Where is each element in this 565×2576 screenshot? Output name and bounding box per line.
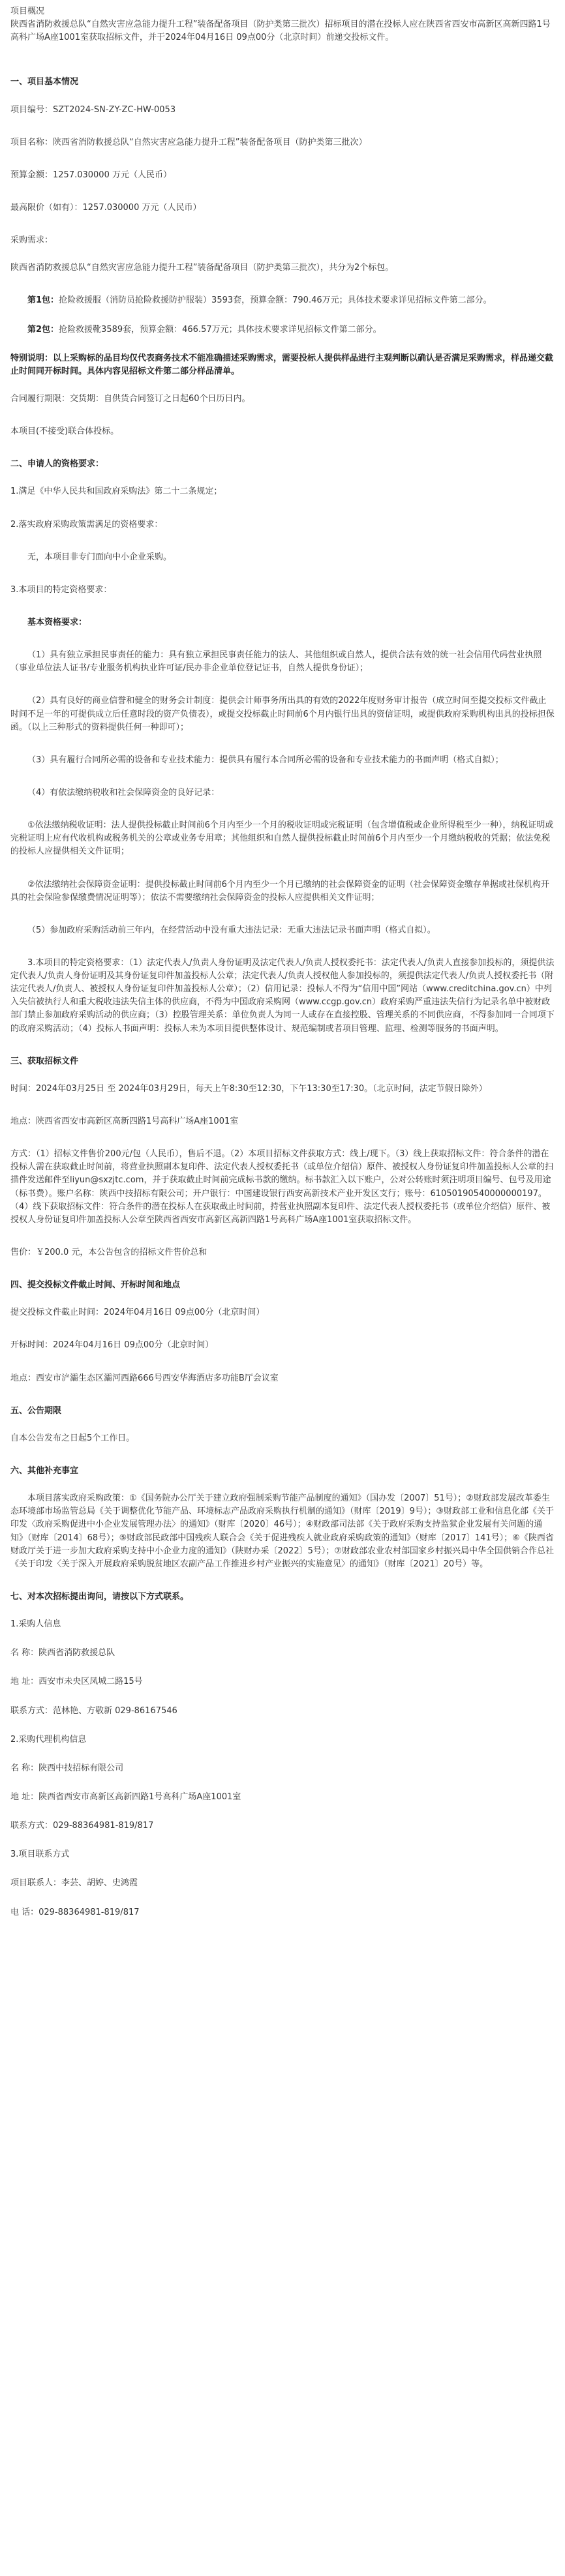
- section-4-title: 四、提交投标文件截止时间、开标时间和地点: [10, 1280, 181, 1291]
- section-6-title: 六、其他补充事宜: [10, 1466, 79, 1476]
- requirement-item-3: （3）具有履行合同所必需的设备和专业技术能力：提供具有履行本合同所必需的设备和专业技术能力的书面声明（格式自拟）；: [27, 755, 504, 765]
- lot-1-text: 抢险救援服（消防员抢险救援防护服装）3593套，预算金额：790.46万元；具体技术要求详见招标文件第二部分。: [59, 295, 492, 306]
- qualification-2-detail: 无，本项目非专门面向中小企业采购。: [27, 552, 172, 562]
- announcement-period: 自本公告发布之日起5个工作日。: [10, 1433, 135, 1443]
- section-2-title: 二、申请人的资格要求：: [10, 459, 104, 470]
- special-notice: 特别说明：以上采购标的品目均仅代表商务技术不能准确描述采购需求，需要投标人提供样品进行主观判断以确认是否满足采购需求，样品递交截止时间同开标时间。具体内容见招标文件第二部分样品清单。: [10, 353, 554, 376]
- obtain-place: 地点：陕西省西安市高新区高新四路1号高科广场A座1001室: [10, 1116, 239, 1127]
- purchaser-address: 地 址：西安市未央区凤城二路15号: [10, 1677, 143, 1687]
- qualification-3: 3.本项目的特定资格要求：: [10, 584, 112, 595]
- requirement-item-4: （4）有依法缴纳税收和社会保障资金的良好记录：: [27, 787, 220, 798]
- special-requirements: 3.本项目的特定资格要求：（1）法定代表人/负责人身份证明及法定代表人/负责人授权委托书：法定代表人/负责人直接参加投标的，须提供法定代表人/负责人身份证明及其身份证复印件加盖投标人公章；法定代表人/负责人授权他人参加投标的，须提供法定代表人/负责人授权委托书（附法定代表人/负责人、被授权人身份证复印件加盖投标人公章）；（2）信用记录：投标人不得为“信用中国”网站（www.creditchina.gov.cn）中列入失信被执行人和重大税收违法失信主体的供应商，不得为中国政府采购网（www.ccgp.gov.cn）政府采购严重违法失信行为记录名单中被财政部门禁止参加政府采购活动的供应商；（3）控股管理关系：单位负责人为同一人或存在直接控股、管理关系的不同供应商，不得参加同一合同项下的政府采购活动；（4）投标人书面声明：投标人未为本项目提供整体设计、规范编制或者项目管理、监理、检测等服务的书面声明。: [10, 957, 555, 1034]
- policy-notes: 本项目落实政府采购政策：①《国务院办公厅关于建立政府强制采购节能产品制度的通知》（国办发〔2007〕51号）；②财政部发展改革委生态环境部市场监管总局《关于调整优化节能产品、环境标志产品政府采购执行机制的通知》（财库〔2019〕9号）；③财政部工业和信息化部《关于印发〈政府采购促进中小企业发展管理办法〉的通知》（财库〔2020〕46号）；④财政部司法部《关于政府采购支持监狱企业发展有关问题的通知》（财库〔2014〕68号）；⑤财政部民政部中国残疾人联合会《关于促进残疾人就业政府采购政策的通知》（财库〔2017〕141号）；⑥《陕西省财政厅关于进一步加大政府采购支持中小企业力度的通知》（陕财办采〔2022〕5号）；⑦财政部农业农村部国家乡村振兴局中华全国供销合作总社《关于印发〈关于深入开展政府采购脱贫地区农副产品工作推进乡村产业振兴的实施意见〉的通知》（财库〔2021〕20号）等。: [10, 1493, 555, 1569]
- agency-info-title: 2.采购代理机构信息: [10, 1734, 87, 1745]
- qualification-1: 1.满足《中华人民共和国政府采购法》第二十二条规定；: [10, 487, 222, 497]
- tax-proof: ①依法缴纳税收证明：法人提供投标截止时间前6个月内至少一个月的税收证明或完税证明（包含增值税或企业所得税至少一种），纳税证明或完税证明上应有代收机构或税务机关的公章或业务专用章；其他组织和自然人提供投标截止时间前6个月内至少一个月缴纳税收的凭据；依法免税的投标人应提供相关文件证明；: [10, 820, 554, 857]
- project-name: 项目名称：陕西省消防救援总队“自然灾害应急能力提升工程”装备配备项目（防护类第三批次）: [10, 137, 367, 147]
- lot-1: [10, 294, 555, 307]
- section-7-title: 七、对本次招标提出询问，请按以下方式联系。: [10, 1592, 189, 1602]
- lot-1-tag: 第1包：: [27, 295, 59, 306]
- agency-address: 地 址：陕西省西安市高新区高新四路1号高科广场A座1001室: [10, 1791, 241, 1802]
- requirement-item-1: （1）具有独立承担民事责任的能力：具有独立承担民事责任能力的法人、其他组织或自然人，提供合法有效的统一社会信用代码营业执照（事业单位法人证书/专业服务机构执业许可证/民办非企业单位登记证书，自然人提供身份证）；: [10, 650, 542, 674]
- purchaser-contact: 联系方式：范林艳、方敬新 029-86167546: [10, 1705, 177, 1716]
- section-1-title: 一、项目基本情况: [10, 77, 79, 87]
- consortium-note: 本项目(不接受)联合体投标。: [10, 427, 119, 437]
- lot-2: [10, 323, 555, 337]
- requirement-item-2: （2）具有良好的商业信誉和健全的财务会计制度：提供会计师事务所出具的有效的2022年度财务审计报告（成立时间至提交投标文件截止时间不足一年的可提供成立后任意时段的资产负债表），或提交投标截止时间前6个月内银行出具的资信证明，或提供政府采购机构出具的投标担保函。（以上三种形式的资料提供任何一种即可）；: [10, 696, 555, 732]
- agency-name: 名 称：陕西中技招标有限公司: [10, 1763, 124, 1773]
- requirement-item-5: （5）参加政府采购活动前三年内，在经营活动中没有重大违法记录：无重大违法记录书面声明（格式自拟）。: [27, 925, 436, 935]
- obtain-method: 方式：（1）招标文件售价200元/包（人民币），售后不退。（2）本项目招标文件获取方式：线上/现下。（3）线上获取招标文件：符合条件的潜在投标人需在获取截止时间前，将营业执照副本复印件、法定代表人授权委托书（或单位介绍信）原件、被授权人身份证复印件加盖投标人公章的扫描件发送邮件至liyun@sxzjtc.com，并于获取截止时间前完成标书款的缴纳。标书款汇入以下账户，公对公转账时须注明项目编号、包号及用途（标书费）。账户名称：陕西中技招标有限公司；开户银行：中国建设银行西安高新技术产业开发区支行；账号：61050190540000000197。（4）线下获取招标文件：符合条件的潜在投标人在获取截止时间前，持营业执照副本复印件、法定代表人授权委托书（或单位介绍信）原件、被授权人身份证复印件加盖投标人公章至陕西省西安市高新区高新四路1号高科广场A座1001室获取招标文件。: [10, 1149, 554, 1225]
- overview-label: 项目概况: [10, 7, 45, 16]
- qualification-2: 2.落实政府采购政策需满足的资格要求：: [10, 519, 163, 530]
- lot-2-tag: 第2包：: [27, 324, 59, 335]
- insurance-proof: ②依法缴纳社会保障资金证明：提供投标截止时间前6个月内至少一个月已缴纳的社会保障资金的证明（社会保障资金缴存单据或社保机构开具的社会保险参保缴费情况证明等）；依法不需要缴纳社会保障资金的投标人应提供相关文件证明；: [10, 879, 549, 903]
- purchaser-name: 名 称：陕西省消防救援总队: [10, 1648, 115, 1658]
- agency-contact: 联系方式：029-88364981-819/817: [10, 1821, 154, 1831]
- purchaser-info-title: 1.采购人信息: [10, 1619, 61, 1630]
- contract-term: 合同履行期限：交货期：自供货合同签订之日起60个日历日内。: [10, 393, 251, 404]
- overview-text: 陕西省消防救援总队“自然灾害应急能力提升工程”装备配备项目（防护类第三批次）招标项目的潜在投标人应在陕西省西安市高新区高新四路1号高科广场A座1001室获取招标文件，并于2024年04月16日 09点00分（北京时间）前递交投标文件。: [10, 20, 551, 43]
- section-5-title: 五、公告期限: [10, 1405, 62, 1416]
- project-contact-title: 3.项目联系方式: [10, 1850, 70, 1860]
- opening-place: 地点：西安市浐灞生态区灞河西路666号西安华海酒店多功能B厅会议室: [10, 1373, 279, 1383]
- project-phone: 电 话：029-88364981-819/817: [10, 1907, 140, 1917]
- lot-2-text: 抢险救援靴3589套，预算金额：466.57万元；具体技术要求详见招标文件第二部分。: [59, 324, 382, 335]
- basic-requirements-label: 基本资格要求：: [27, 617, 87, 627]
- requirement-text: 陕西省消防救援总队“自然灾害应急能力提升工程”装备配备项目（防护类第三批次），共分为2个标包。: [10, 263, 394, 273]
- document-price: 售价：￥200.0 元，本公告包含的招标文件售价总和: [10, 1248, 207, 1258]
- requirement-label: 采购需求：: [10, 235, 53, 246]
- opening-time: 开标时间：2024年04月16日 09点00分（北京时间）: [10, 1340, 214, 1351]
- section-3-title: 三、获取招标文件: [10, 1056, 79, 1066]
- obtain-time: 时间：2024年03月25日 至 2024年03月29日，每天上午8:30至12:30，下午13:30至17:30。（北京时间，法定节假日除外）: [10, 1083, 487, 1094]
- budget-amount: 预算金额：1257.030000 万元（人民币）: [10, 170, 172, 180]
- project-contacts: 项目联系人：李芸、胡婷、史鸿霞: [10, 1878, 138, 1889]
- max-price: 最高限价（如有）：1257.030000 万元（人民币）: [10, 202, 202, 213]
- project-number: 项目编号：SZT2024-SN-ZY-ZC-HW-0053: [10, 104, 176, 115]
- submission-deadline: 提交投标文件截止时间：2024年04月16日 09点00分（北京时间）: [10, 1308, 265, 1318]
